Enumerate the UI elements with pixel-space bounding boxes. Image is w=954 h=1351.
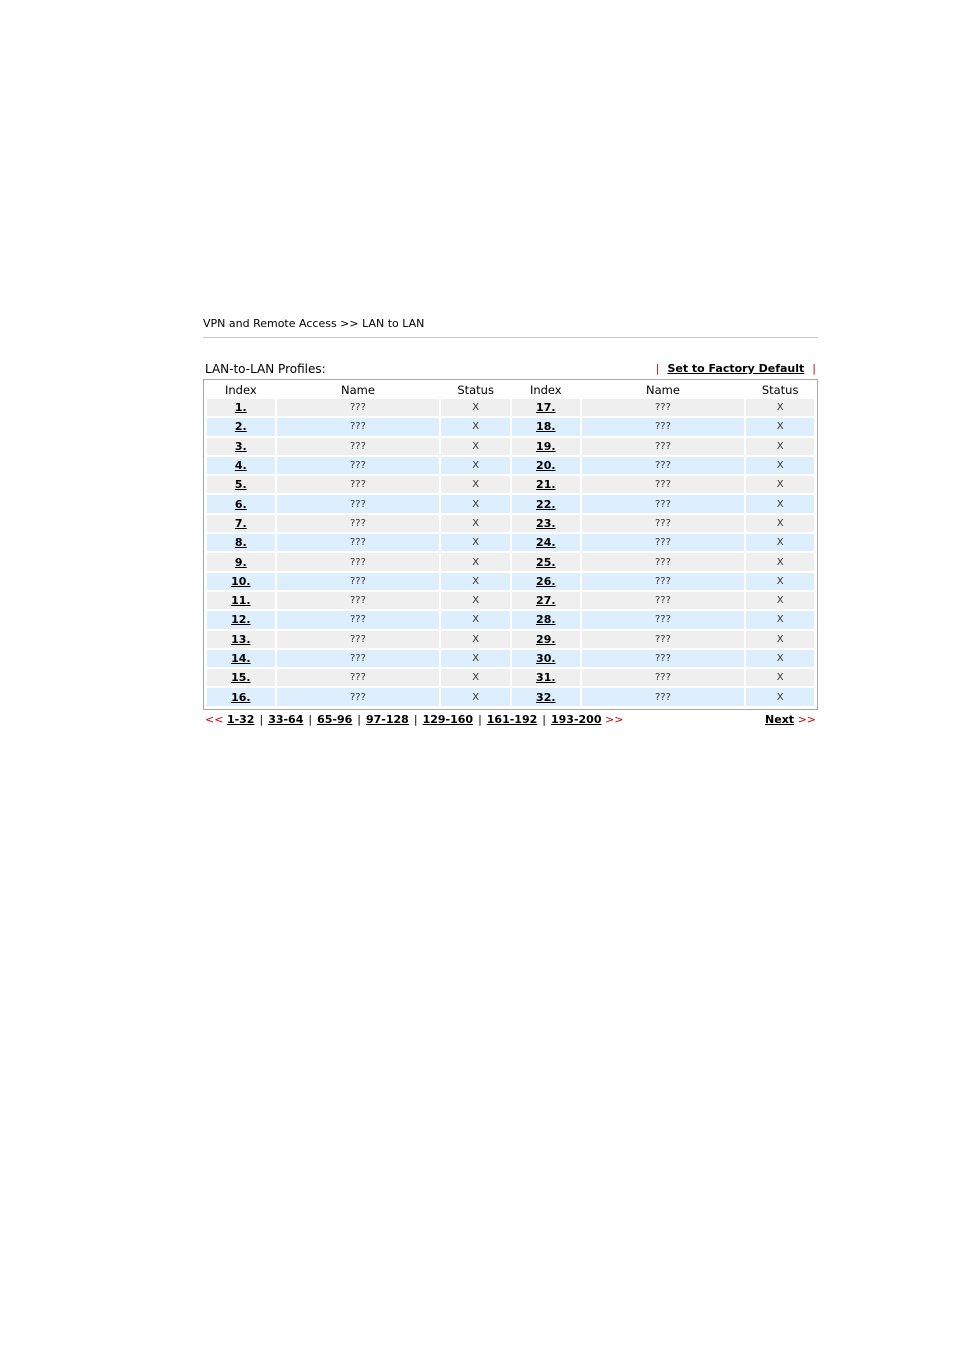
profile-status: X [441, 592, 510, 609]
set-factory-default-link[interactable]: Set to Factory Default [667, 362, 805, 375]
separator: | [259, 713, 264, 726]
profile-index-link[interactable]: 22. [536, 497, 556, 511]
profile-index-link[interactable]: 20. [536, 459, 556, 473]
profile-index-cell [207, 515, 275, 532]
column-header-name: Name [645, 382, 680, 397]
profile-status: X [746, 688, 814, 705]
profile-status: X [441, 495, 510, 512]
profiles-table-box [203, 379, 818, 710]
profile-index-cell [512, 611, 580, 628]
profile-index-link[interactable]: 13. [231, 632, 251, 646]
profile-index-cell [512, 650, 580, 667]
profile-status: X [746, 534, 814, 551]
column-header-index: Index [529, 382, 562, 397]
profile-status: X [746, 476, 814, 493]
column-header-name: Name [341, 382, 375, 397]
column-header-index: Index [224, 382, 257, 397]
section-header [203, 362, 818, 378]
profile-status: X [441, 534, 510, 551]
profile-name: ??? [582, 669, 745, 686]
profile-index-link[interactable]: 5. [234, 478, 247, 492]
profile-status: X [746, 573, 814, 590]
profile-name: ??? [277, 631, 440, 648]
profile-status: X [746, 669, 814, 686]
pagination [203, 713, 818, 729]
profile-index-cell [512, 688, 580, 705]
profile-index-cell [207, 650, 275, 667]
page-link-129-160[interactable]: 129-160 [422, 713, 474, 726]
profile-name: ??? [582, 457, 745, 474]
profile-name: ??? [277, 418, 440, 435]
table-row [207, 650, 814, 667]
profile-index-link[interactable]: 19. [536, 439, 556, 453]
profile-index-cell [512, 495, 580, 512]
profile-index-cell [512, 418, 580, 435]
profile-name: ??? [277, 476, 440, 493]
profile-name: ??? [277, 515, 440, 532]
profile-status: X [441, 631, 510, 648]
profile-name: ??? [582, 631, 745, 648]
profile-status: X [441, 399, 510, 416]
table-row [207, 573, 814, 590]
factory-default-group [648, 362, 816, 375]
separator: | [308, 713, 313, 726]
profile-index-cell [207, 495, 275, 512]
profile-name: ??? [277, 669, 440, 686]
profile-status: X [746, 399, 814, 416]
page-link-193-200[interactable]: 193-200 [551, 713, 602, 726]
page-link-65-96[interactable]: 65-96 [317, 713, 353, 726]
profile-name: ??? [582, 688, 745, 705]
next-page-link[interactable]: Next [765, 713, 795, 726]
table-row [207, 534, 814, 551]
table-row [207, 438, 814, 455]
profile-index-cell [207, 573, 275, 590]
profile-index-cell [207, 688, 275, 705]
profile-status: X [746, 592, 814, 609]
profile-index-link[interactable]: 4. [234, 459, 247, 473]
profile-status: X [441, 669, 510, 686]
profile-index-cell [207, 534, 275, 551]
section-title: LAN-to-LAN Profiles: [205, 362, 326, 376]
profile-name: ??? [582, 515, 745, 532]
column-header-status: Status [761, 382, 799, 397]
profile-index-cell [512, 457, 580, 474]
prev-arrow: << [205, 713, 224, 726]
profile-index-link[interactable]: 23. [536, 516, 556, 530]
next-arrow: >> [605, 713, 624, 726]
profile-name: ??? [277, 495, 440, 512]
profile-name: ??? [582, 476, 745, 493]
table-row [207, 399, 814, 416]
profile-status: X [441, 438, 510, 455]
table-row [207, 418, 814, 435]
table-row [207, 611, 814, 628]
profile-name: ??? [582, 534, 745, 551]
separator: | [812, 362, 816, 375]
profiles-table [205, 380, 816, 708]
profile-index-cell [512, 438, 580, 455]
profile-index-link[interactable]: 17. [536, 401, 556, 415]
profile-name: ??? [582, 495, 745, 512]
separator: | [542, 713, 546, 726]
separator: | [478, 713, 482, 726]
page-link-97-128[interactable]: 97-128 [366, 713, 409, 726]
profile-index-link[interactable]: 1. [234, 401, 247, 415]
page-link-161-192[interactable]: 161-192 [486, 713, 538, 726]
profile-name: ??? [277, 650, 440, 667]
profile-index-link[interactable]: 3. [234, 439, 247, 453]
profile-index-cell [207, 553, 275, 570]
profile-name: ??? [582, 418, 745, 435]
table-header-row [207, 382, 814, 397]
profile-index-cell [207, 418, 275, 435]
profile-index-link[interactable]: 9. [234, 555, 247, 569]
profile-index-cell [207, 592, 275, 609]
profile-index-link[interactable]: 21. [536, 478, 556, 492]
profile-index-cell [512, 515, 580, 532]
separator: | [655, 362, 660, 375]
table-row [207, 631, 814, 648]
profile-status: X [746, 650, 814, 667]
profile-index-link[interactable]: 29. [536, 632, 556, 646]
profile-name: ??? [277, 438, 440, 455]
profile-index-link[interactable]: 24. [536, 536, 556, 550]
table-row [207, 553, 814, 570]
separator: | [413, 713, 418, 726]
profile-index-cell [512, 553, 580, 570]
profile-name: ??? [277, 553, 440, 570]
profile-index-cell [207, 438, 275, 455]
table-row [207, 515, 814, 532]
profile-index-cell [512, 399, 580, 416]
profile-index-link[interactable]: 7. [234, 516, 247, 530]
profile-name: ??? [277, 611, 440, 628]
profile-status: X [441, 418, 510, 435]
table-row [207, 688, 814, 705]
profile-index-link[interactable]: 25. [536, 555, 556, 569]
profile-status: X [746, 631, 814, 648]
profile-index-link[interactable]: 8. [234, 536, 247, 550]
profile-status: X [746, 611, 814, 628]
profile-index-cell [207, 457, 275, 474]
profile-index-cell [512, 669, 580, 686]
header-divider [203, 337, 818, 338]
table-row [207, 457, 814, 474]
page-link-1-32[interactable]: 1-32 [226, 713, 255, 726]
profile-name: ??? [277, 534, 440, 551]
profile-index-cell [512, 573, 580, 590]
profile-index-cell [512, 476, 580, 493]
profile-index-cell [207, 476, 275, 493]
profile-index-cell [207, 631, 275, 648]
profile-status: X [441, 515, 510, 532]
profile-index-link[interactable]: 31. [536, 671, 556, 685]
profile-status: X [746, 553, 814, 570]
profile-status: X [441, 476, 510, 493]
profile-status: X [746, 515, 814, 532]
profile-status: X [746, 418, 814, 435]
table-row [207, 592, 814, 609]
next-page-group [765, 713, 816, 726]
profile-status: X [746, 457, 814, 474]
profiles-table-body [207, 399, 814, 706]
profile-status: X [441, 611, 510, 628]
profile-name: ??? [582, 399, 745, 416]
profile-index-link[interactable]: 18. [536, 420, 556, 434]
profile-name: ??? [582, 592, 745, 609]
profile-index-cell [207, 611, 275, 628]
profile-status: X [746, 438, 814, 455]
page-links [205, 713, 623, 726]
profile-name: ??? [277, 573, 440, 590]
profile-index-link[interactable]: 26. [536, 574, 556, 588]
profile-name: ??? [582, 650, 745, 667]
profile-name: ??? [582, 611, 745, 628]
column-header-status: Status [457, 382, 494, 397]
profile-index-cell [512, 592, 580, 609]
profile-index-link[interactable]: 32. [536, 690, 556, 704]
profile-index-link[interactable]: 28. [536, 613, 556, 627]
profile-index-cell [207, 399, 275, 416]
profile-index-cell [207, 669, 275, 686]
profile-index-link[interactable]: 11. [231, 594, 251, 608]
table-row [207, 669, 814, 686]
breadcrumb: VPN and Remote Access >> LAN to LAN [203, 317, 425, 330]
profile-name: ??? [277, 688, 440, 705]
profile-name: ??? [277, 399, 440, 416]
profile-index-link[interactable]: 6. [234, 497, 247, 511]
profile-name: ??? [582, 438, 745, 455]
next-arrow: >> [797, 713, 816, 726]
profile-name: ??? [277, 457, 440, 474]
profile-status: X [441, 688, 510, 705]
profile-index-link[interactable]: 12. [231, 613, 251, 627]
profile-name: ??? [582, 573, 745, 590]
profile-name: ??? [277, 592, 440, 609]
table-row [207, 476, 814, 493]
profile-index-link[interactable]: 15. [231, 671, 251, 685]
profile-index-link[interactable]: 30. [536, 652, 556, 665]
table-row [207, 495, 814, 512]
profile-status: X [441, 457, 510, 474]
profile-index-link[interactable]: 10. [231, 574, 251, 588]
profile-status: X [441, 573, 510, 590]
page-link-33-64[interactable]: 33-64 [268, 713, 304, 726]
profile-index-link[interactable]: 27. [536, 594, 556, 608]
profile-index-link[interactable]: 2. [234, 420, 247, 434]
profile-status: X [746, 495, 814, 512]
profile-index-link[interactable]: 16. [231, 690, 251, 704]
profile-index-cell [512, 631, 580, 648]
separator: | [357, 713, 361, 726]
profile-index-link[interactable]: 14. [231, 652, 251, 665]
profile-status: X [441, 553, 510, 570]
profile-index-cell [512, 534, 580, 551]
profile-status: X [441, 650, 510, 667]
profile-name: ??? [582, 553, 745, 570]
